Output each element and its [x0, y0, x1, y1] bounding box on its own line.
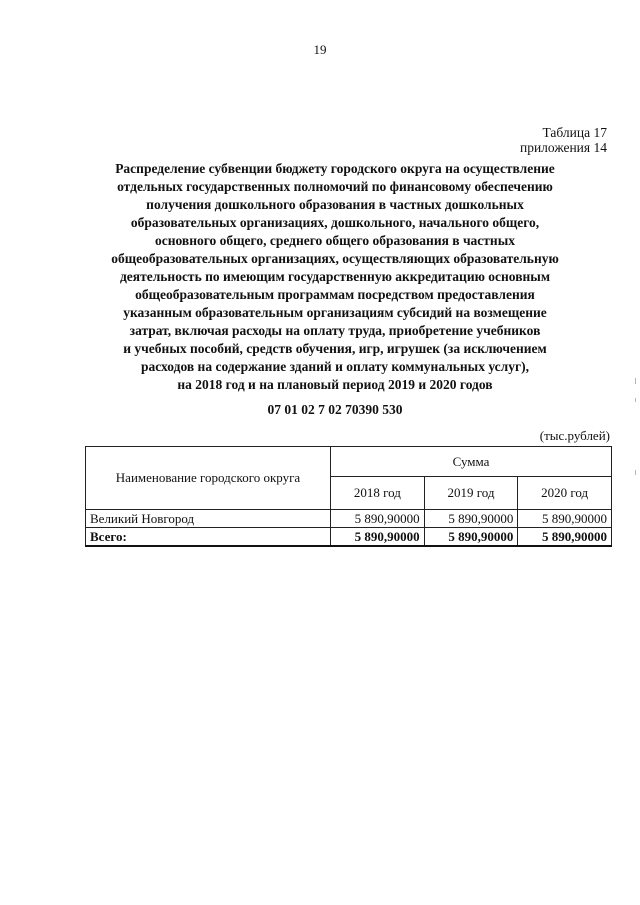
- column-header-name: Наименование городского округа: [86, 447, 331, 510]
- title-line: Распределение субвенции бюджету городского округа на осуществление: [115, 161, 555, 176]
- appendix-number: приложения 14: [519, 140, 607, 155]
- title-line: на 2018 год и на плановый период 2019 и 2020 годов: [177, 377, 493, 392]
- title-line: расходов на содержание зданий и оплату коммунальных услуг),: [140, 359, 530, 374]
- title-line: деятельность по имеющим государственную аккредитацию основным: [119, 269, 551, 284]
- district-name-cell: Великий Новгород: [86, 510, 331, 528]
- table-number: Таблица 17: [542, 125, 607, 140]
- scan-artifact: [635, 470, 636, 475]
- scan-artifact: [635, 398, 636, 402]
- title-line: основного общего, среднего общего образования в частных: [154, 233, 515, 248]
- table-reference: [520, 125, 607, 155]
- amount-cell: 5 890,90000: [331, 510, 425, 528]
- title-line: образовательных организациях, дошкольного, начального общего,: [130, 215, 540, 230]
- total-amount-cell: 5 890,90000: [518, 528, 612, 547]
- title-line: указанным образовательным организациям субсидий на возмещение: [123, 305, 547, 320]
- title-line: отдельных государственных полномочий по финансовому обеспечению: [117, 179, 553, 194]
- table-row: [86, 510, 612, 528]
- budget-classification-code: 07 01 02 7 02 70390 530: [267, 402, 403, 417]
- title-line: получения дошкольного образования в частных дошкольных: [146, 197, 524, 212]
- table-header-row: [86, 447, 612, 477]
- page-number: 19: [313, 42, 327, 57]
- total-label-cell: Всего:: [86, 528, 331, 547]
- amount-cell: 5 890,90000: [424, 510, 518, 528]
- column-header-year: 2019 год: [424, 477, 518, 510]
- total-amount-cell: 5 890,90000: [424, 528, 518, 547]
- column-header-year: 2020 год: [518, 477, 612, 510]
- title-line: общеобразовательным программам посредством предоставления: [135, 287, 535, 302]
- column-header-year: 2018 год: [331, 477, 425, 510]
- subvention-table: [85, 446, 612, 547]
- title-line: общеобразовательных организациях, осуществляющих образовательную: [111, 251, 559, 266]
- title-line: затрат, включая расходы на оплату труда, приобретение учебников: [129, 323, 541, 338]
- title-line: и учебных пособий, средств обучения, игр, игрушек (за исключением: [123, 341, 547, 356]
- column-header-sum: Сумма: [331, 447, 612, 477]
- document-title: [60, 160, 610, 394]
- total-amount-cell: 5 890,90000: [331, 528, 425, 547]
- scan-artifact: [635, 378, 636, 384]
- table-total-row: [86, 528, 612, 547]
- unit-label: (тыс.рублей): [539, 428, 610, 443]
- amount-cell: 5 890,90000: [518, 510, 612, 528]
